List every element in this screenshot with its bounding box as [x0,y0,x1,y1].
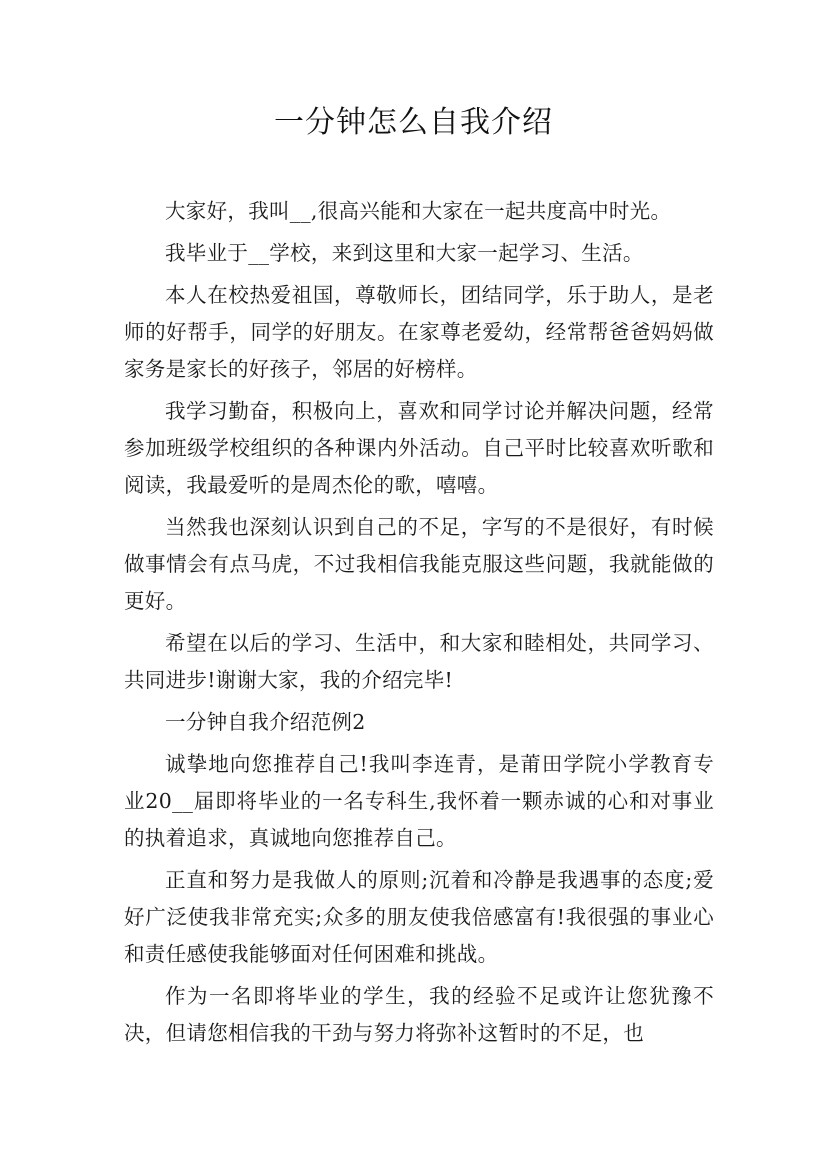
paragraph: 我学习勤奋，积极向上，喜欢和同学讨论并解决问题，经常参加班级学校组织的各种课内外活动。自己平时比较喜欢听歌和阅读，我最爱听的是周杰伦的歌，嘻嘻。 [124,399,714,497]
paragraph: 诚挚地向您推荐自己!我叫李连青，是莆田学院小学教育专业20__届即将毕业的一名专科生,我怀着一颗赤诚的心和对事业的执着追求，真诚地向您推荐自己。 [124,752,714,850]
document-title: 一分钟怎么自我介绍 [274,105,553,140]
paragraph: 正直和努力是我做人的原则;沉着和冷静是我遇事的态度;爱好广泛使我非常充实;众多的朋友使我倍感富有!我很强的事业心和责任感使我能够面对任何困难和挑战。 [124,868,714,966]
paragraph: 我毕业于__学校，来到这里和大家一起学习、生活。 [165,241,644,265]
section-heading: 一分钟自我介绍范例2 [165,710,366,734]
paragraph: 大家好，我叫__,很高兴能和大家在一起共度高中时光。 [165,199,672,223]
paragraph: 本人在校热爱祖国，尊敬师长，团结同学，乐于助人，是老师的好帮手，同学的好朋友。在家尊老爱幼，经常帮爸爸妈妈做家务是家长的好孩子，邻居的好榜样。 [124,283,714,381]
paragraph: 作为一名即将毕业的学生，我的经验不足或许让您犹豫不决，但请您相信我的干劲与努力将弥补这暂时的不足，也 [124,984,714,1045]
document-body [124,193,714,1057]
paragraph: 希望在以后的学习、生活中，和大家和睦相处，共同学习、共同进步!谢谢大家，我的介绍完毕! [124,631,714,692]
paragraph: 当然我也深刻认识到自己的不足，字写的不是很好，有时候做事情会有点马虎，不过我相信我能克服这些问题，我就能做的更好。 [124,515,714,613]
